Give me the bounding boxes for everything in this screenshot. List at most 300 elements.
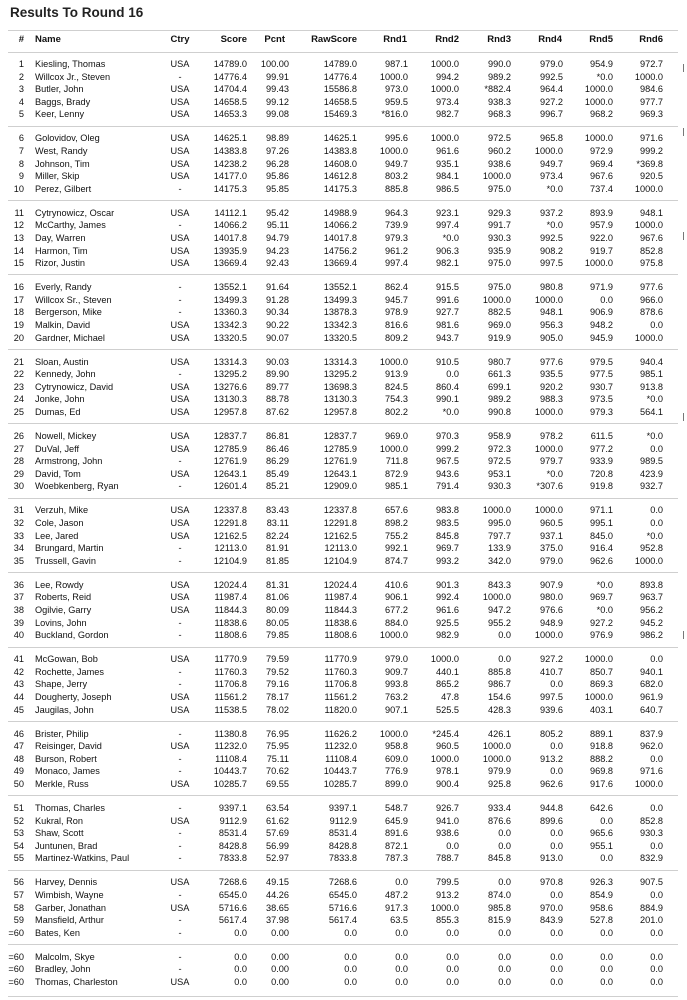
- cell-name: Wimbish, Wayne: [35, 890, 104, 900]
- cell-rank: 25: [13, 407, 24, 417]
- cell-pcnt: 37.98: [266, 915, 289, 926]
- cell-rnd4: 0.0: [550, 840, 563, 851]
- cell-rnd4: 0.0: [550, 927, 563, 938]
- cell-rnd5: 845.0: [590, 530, 613, 541]
- cell-rnd3: 0.0: [498, 927, 511, 938]
- cell-rank: 52: [13, 815, 24, 826]
- cell-name: Burson, Robert: [35, 753, 97, 764]
- table-row: [0, 740, 687, 752]
- cell-rnd5: 945.9: [590, 332, 613, 343]
- cell-pcnt: 95.42: [266, 207, 289, 218]
- cell-rnd2: 991.6: [436, 294, 459, 305]
- cell-score: 12957.8: [213, 407, 247, 417]
- cell-name: Dumas, Ed: [35, 407, 81, 417]
- cell-rawscore: 7268.6: [328, 877, 357, 888]
- cell-rnd6: 920.5: [640, 171, 663, 182]
- cell-rnd5: 967.6: [590, 171, 613, 182]
- cell-rnd1: 872.9: [385, 468, 408, 479]
- cell-pcnt: 91.28: [266, 294, 289, 305]
- cell-rnd1: 645.9: [385, 815, 408, 826]
- cell-rank: 13: [13, 233, 24, 243]
- cell-rank: 44: [13, 692, 24, 702]
- cell-rawscore: 0.0: [344, 964, 357, 975]
- cell-rnd6: 884.9: [640, 902, 663, 913]
- cell-rank: 1: [18, 59, 24, 69]
- cell-rnd2: 788.7: [436, 853, 459, 864]
- table-row: [0, 468, 687, 480]
- cell-ctry: -: [178, 294, 182, 305]
- cell-pcnt: 61.62: [266, 815, 289, 826]
- cell-rnd5: 979.5: [590, 356, 613, 367]
- cell-rnd4: 962.6: [540, 779, 563, 789]
- cell-rnd3: 979.9: [488, 766, 511, 777]
- cell-rnd3: 426.1: [488, 728, 511, 739]
- cell-pcnt: 91.64: [266, 282, 289, 293]
- cell-ctry: USA: [170, 902, 190, 913]
- cell-pcnt: 56.99: [266, 840, 289, 851]
- cell-rnd6: *0.0: [646, 530, 663, 541]
- cell-rnd2: 961.6: [436, 146, 459, 156]
- cell-rank: 2: [18, 71, 24, 82]
- cell-rank: 46: [13, 728, 24, 739]
- cell-pcnt: 100.00: [260, 59, 289, 69]
- cell-rawscore: 11987.4: [324, 592, 357, 603]
- cell-rnd1: 917.3: [385, 902, 408, 913]
- cell-rnd1: 816.6: [385, 320, 408, 330]
- cell-name: Jaugilas, John: [35, 704, 94, 715]
- cell-pcnt: 70.62: [266, 766, 289, 777]
- cell-name: West, Randy: [35, 146, 88, 156]
- table-row: [0, 728, 687, 740]
- cell-ctry: -: [178, 840, 182, 851]
- cell-rnd5: 0.0: [600, 977, 613, 987]
- header-rnd3: Rnd3: [487, 34, 511, 45]
- cell-rnd5: 403.1: [590, 704, 613, 715]
- cell-rnd6: 975.8: [640, 258, 663, 269]
- cell-rank: 20: [13, 332, 24, 343]
- cell-rnd3: 985.8: [488, 902, 511, 913]
- table-row: [0, 555, 687, 567]
- cell-pcnt: 49.15: [266, 877, 289, 888]
- cell-rnd2: 0.0: [446, 840, 459, 851]
- cell-rawscore: 13130.3: [323, 394, 357, 405]
- cell-ctry: -: [178, 456, 182, 467]
- cell-rnd5: 850.7: [590, 666, 613, 677]
- cell-rank: 39: [13, 617, 24, 628]
- cell-rnd2: 938.6: [436, 828, 459, 839]
- cell-ctry: USA: [170, 233, 190, 243]
- table-row: [0, 232, 687, 244]
- cell-rnd4: 1000.0: [534, 505, 563, 516]
- cell-rnd2: 799.5: [436, 877, 459, 888]
- cell-rnd1: 945.7: [385, 294, 408, 305]
- cell-rnd2: 1000.0: [430, 902, 459, 913]
- cell-rnd3: 1000.0: [482, 294, 511, 305]
- cell-rnd5: 962.6: [590, 555, 613, 566]
- cell-rnd4: 913.2: [540, 753, 563, 764]
- cell-score: 7268.6: [218, 877, 247, 888]
- header-rnd2: Rnd2: [435, 34, 459, 45]
- cell-name: Buckland, Gordon: [35, 630, 109, 641]
- cell-rnd1: 985.1: [385, 481, 408, 492]
- cell-pcnt: 0.00: [271, 964, 289, 975]
- cell-name: Johnson, Tim: [35, 158, 90, 169]
- cell-rnd4: 0.0: [550, 679, 563, 690]
- cell-rnd5: 1000.0: [584, 692, 613, 702]
- cell-rnd4: 0.0: [550, 741, 563, 752]
- cell-score: 5617.4: [218, 915, 247, 926]
- cell-name: Perez, Gilbert: [35, 183, 92, 194]
- cell-score: 8531.4: [218, 828, 247, 839]
- cell-rank: 50: [13, 779, 24, 789]
- cell-ctry: -: [178, 617, 182, 628]
- cell-ctry: -: [178, 915, 182, 926]
- table-row: [0, 480, 687, 492]
- cell-rnd1: 964.3: [385, 207, 408, 218]
- cell-rank: 54: [13, 840, 24, 851]
- table-row: [0, 332, 687, 344]
- cell-name: Verzuh, Mike: [35, 505, 89, 516]
- cell-rank: 56: [13, 877, 24, 888]
- cell-rawscore: 11626.2: [324, 728, 357, 739]
- cell-rnd3: 0.0: [498, 964, 511, 975]
- cell-rnd2: 961.6: [436, 605, 459, 615]
- cell-rnd4: 964.4: [540, 84, 563, 95]
- cell-score: 14112.1: [214, 207, 247, 218]
- cell-rank: 36: [13, 579, 24, 590]
- cell-pcnt: 86.81: [266, 431, 289, 441]
- cell-rank: 8: [18, 158, 24, 169]
- cell-rank: 21: [13, 356, 24, 367]
- cell-rnd3: 885.8: [488, 666, 511, 677]
- cell-rnd3: 989.2: [488, 394, 511, 405]
- cell-rawscore: 11844.3: [324, 605, 357, 615]
- cell-name: Malcolm, Skye: [35, 951, 95, 962]
- table-row: [0, 71, 687, 83]
- cell-rank: 6: [18, 133, 24, 144]
- cell-rnd6: 0.0: [650, 518, 663, 528]
- table-row: [0, 96, 687, 108]
- cell-name: Bergerson, Mike: [35, 307, 102, 318]
- cell-ctry: -: [178, 307, 182, 318]
- cell-rnd1: 979.0: [385, 654, 408, 665]
- cell-rank: 9: [18, 171, 24, 182]
- cell-name: Thomas, Charleston: [35, 977, 118, 987]
- cell-rawscore: 13698.3: [323, 381, 357, 392]
- cell-score: 13342.3: [213, 320, 247, 330]
- cell-score: 13130.3: [213, 394, 247, 405]
- cell-rawscore: 14658.5: [323, 96, 357, 107]
- group-divider: [8, 996, 678, 997]
- header-score: Score: [220, 34, 247, 45]
- cell-rawscore: 9397.1: [328, 803, 357, 813]
- cell-score: 10285.7: [213, 779, 247, 789]
- cell-name: Ogilvie, Garry: [35, 605, 92, 615]
- cell-rank: 22: [13, 369, 24, 380]
- cell-rnd1: 1000.0: [379, 146, 408, 156]
- cell-rnd2: 999.2: [436, 443, 459, 454]
- group-divider: [8, 200, 678, 201]
- cell-rnd6: 966.0: [640, 294, 663, 305]
- cell-rnd3: 989.2: [488, 71, 511, 82]
- cell-pcnt: 90.34: [266, 307, 289, 318]
- cell-rnd4: 980.8: [540, 282, 563, 293]
- cell-rank: 59: [13, 915, 24, 926]
- cell-rnd2: 910.5: [436, 356, 459, 367]
- cell-ctry: -: [178, 71, 182, 82]
- cell-rnd6: 967.6: [640, 233, 663, 243]
- cell-name: Dougherty, Joseph: [35, 692, 112, 702]
- cell-rawscore: 15586.8: [323, 84, 357, 95]
- cell-rawscore: 11808.6: [324, 630, 357, 641]
- cell-rnd1: 803.2: [385, 171, 408, 182]
- cell-rank: 23: [13, 381, 24, 392]
- cell-rnd5: 973.5: [590, 394, 613, 405]
- cell-rnd3: 797.7: [488, 530, 511, 541]
- cell-score: 13935.9: [213, 245, 247, 256]
- cell-rawscore: 14383.8: [323, 146, 357, 156]
- cell-name: David, Tom: [35, 468, 81, 479]
- cell-rnd3: 975.0: [488, 258, 511, 269]
- cell-rnd3: 929.3: [488, 207, 511, 218]
- cell-rnd4: *0.0: [546, 220, 563, 231]
- cell-rnd1: 913.9: [385, 369, 408, 380]
- cell-rnd2: 923.1: [436, 207, 459, 218]
- cell-rnd4: 977.6: [540, 356, 563, 367]
- cell-ctry: -: [178, 555, 182, 566]
- group-divider: [8, 870, 678, 871]
- cell-rawscore: 7833.8: [328, 853, 357, 864]
- cell-rnd5: 977.2: [590, 443, 613, 454]
- cell-rnd6: 640.7: [640, 704, 663, 715]
- cell-pcnt: 81.31: [266, 579, 289, 590]
- cell-rank: 43: [13, 679, 24, 690]
- cell-ctry: USA: [170, 133, 190, 144]
- cell-rnd2: 969.7: [436, 543, 459, 554]
- cell-name: DuVal, Jeff: [35, 443, 80, 454]
- table-row: [0, 902, 687, 914]
- cell-rnd5: 737.4: [590, 183, 613, 194]
- cell-score: 12291.8: [213, 518, 247, 528]
- cell-ctry: -: [178, 853, 182, 864]
- cell-score: 13295.2: [213, 369, 247, 380]
- cell-rank: 11: [14, 207, 24, 218]
- cell-rnd4: 996.7: [540, 109, 563, 120]
- cell-score: 13360.3: [213, 307, 247, 318]
- cell-score: 14789.0: [213, 59, 247, 69]
- cell-rnd5: *0.0: [596, 605, 613, 615]
- cell-rnd1: 978.9: [385, 307, 408, 318]
- cell-pcnt: 75.11: [266, 753, 289, 764]
- cell-rnd5: 971.9: [590, 282, 613, 293]
- cell-pcnt: 90.22: [266, 320, 289, 330]
- cell-rnd6: 1000.0: [634, 220, 663, 231]
- cell-name: Thomas, Charles: [35, 803, 105, 813]
- cell-rnd1: 0.0: [395, 977, 408, 987]
- cell-rnd1: 487.2: [385, 890, 408, 900]
- cell-rawscore: 11561.2: [324, 692, 357, 702]
- cell-ctry: USA: [170, 692, 190, 702]
- cell-pcnt: 0.00: [271, 951, 289, 962]
- cell-rnd6: 962.0: [640, 741, 663, 752]
- cell-rnd5: *0.0: [596, 579, 613, 590]
- cell-pcnt: 88.78: [266, 394, 289, 405]
- cell-rnd6: 948.1: [640, 207, 663, 218]
- cell-pcnt: 95.85: [266, 183, 289, 194]
- cell-rnd4: 956.3: [540, 320, 563, 330]
- cell-rank: 38: [13, 605, 24, 615]
- cell-name: Cole, Jason: [35, 518, 84, 528]
- cell-score: 10443.7: [213, 766, 247, 777]
- cell-rnd3: 958.9: [488, 431, 511, 441]
- cell-name: Roberts, Reid: [35, 592, 92, 603]
- cell-pcnt: 94.79: [266, 233, 289, 243]
- cell-score: 13669.4: [213, 258, 247, 269]
- cell-rnd6: 913.8: [640, 381, 663, 392]
- cell-ctry: USA: [170, 815, 190, 826]
- group-divider: [8, 126, 678, 127]
- cell-rnd5: 0.0: [600, 927, 613, 938]
- cell-ctry: -: [178, 927, 182, 938]
- cell-rnd1: 995.6: [385, 133, 408, 144]
- cell-rnd2: 440.1: [436, 666, 459, 677]
- cell-score: 11808.6: [214, 630, 247, 641]
- cell-rnd6: 564.1: [640, 407, 663, 417]
- cell-rnd2: 925.5: [436, 617, 459, 628]
- cell-name: Monaco, James: [35, 766, 100, 777]
- cell-rnd6: 971.6: [640, 133, 663, 144]
- cell-pcnt: 99.91: [266, 71, 289, 82]
- cell-rnd6: 0.0: [650, 505, 663, 516]
- cell-score: 12785.9: [213, 443, 247, 454]
- cell-rnd5: 919.8: [590, 481, 613, 492]
- cell-name: Shape, Jerry: [35, 679, 88, 690]
- cell-rank: 41: [13, 654, 24, 665]
- cell-rnd3: 0.0: [498, 828, 511, 839]
- cell-rnd3: 925.8: [488, 779, 511, 789]
- table-row: [0, 281, 687, 293]
- table-row: [0, 765, 687, 777]
- cell-ctry: -: [178, 543, 182, 554]
- cell-pcnt: 97.26: [266, 146, 289, 156]
- cell-pcnt: 57.69: [266, 828, 289, 839]
- cell-rnd2: *0.0: [442, 407, 459, 417]
- table-row: [0, 368, 687, 380]
- cell-rnd3: 972.3: [488, 443, 511, 454]
- cell-ctry: USA: [170, 96, 190, 107]
- cell-rnd1: *816.0: [381, 109, 408, 120]
- page-title: Results To Round 16: [10, 5, 144, 20]
- table-row: [0, 914, 687, 926]
- cell-score: 11108.4: [215, 753, 247, 764]
- table-row: [0, 976, 687, 988]
- cell-rank: 10: [13, 183, 24, 194]
- cell-rnd2: 943.6: [436, 468, 459, 479]
- cell-rnd2: 943.7: [436, 332, 459, 343]
- cell-rnd4: 920.2: [540, 381, 563, 392]
- scroll-edge-mark: [683, 64, 684, 72]
- cell-rank: =60: [8, 964, 24, 975]
- cell-rnd3: 972.5: [488, 133, 511, 144]
- cell-rnd5: 0.0: [600, 853, 613, 864]
- cell-rnd4: 978.2: [540, 431, 563, 441]
- table-row: [0, 219, 687, 231]
- cell-rnd2: 993.2: [436, 555, 459, 566]
- cell-rank: 29: [13, 468, 24, 479]
- cell-rnd5: 611.5: [590, 431, 613, 441]
- cell-rnd6: 201.0: [640, 915, 663, 926]
- cell-score: 11987.4: [214, 592, 247, 603]
- cell-rnd2: 935.1: [436, 158, 459, 169]
- cell-rnd4: 937.1: [540, 530, 563, 541]
- cell-rnd4: 0.0: [550, 890, 563, 900]
- cell-rnd3: 0.0: [498, 840, 511, 851]
- cell-rank: 49: [13, 766, 24, 777]
- cell-rawscore: 13314.3: [323, 356, 357, 367]
- cell-rnd1: 899.0: [385, 779, 408, 789]
- cell-ctry: -: [178, 630, 182, 641]
- cell-rawscore: 13342.3: [323, 320, 357, 330]
- cell-rnd6: 1000.0: [634, 555, 663, 566]
- cell-score: 14238.2: [213, 158, 247, 169]
- header-name: Name: [35, 34, 61, 45]
- cell-rnd6: 0.0: [650, 840, 663, 851]
- cell-rnd5: 969.7: [590, 592, 613, 603]
- cell-name: Willcox Jr., Steven: [35, 71, 111, 82]
- cell-rawscore: 0.0: [344, 927, 357, 938]
- cell-rnd2: 973.4: [436, 96, 459, 107]
- cell-rnd5: 926.3: [590, 877, 613, 888]
- cell-rnd6: 986.2: [640, 630, 663, 641]
- cell-rnd2: 992.4: [436, 592, 459, 603]
- cell-rnd5: 1000.0: [584, 96, 613, 107]
- cell-score: 9397.1: [218, 803, 247, 813]
- table-row: [0, 753, 687, 765]
- cell-rnd6: 878.6: [640, 307, 663, 318]
- cell-rnd5: 918.8: [590, 741, 613, 752]
- cell-rnd6: 969.3: [640, 109, 663, 120]
- cell-rawscore: 5617.4: [328, 915, 357, 926]
- cell-rawscore: 14988.9: [323, 207, 357, 218]
- cell-rnd6: 956.2: [640, 605, 663, 615]
- cell-rnd6: 423.9: [640, 468, 663, 479]
- cell-rnd4: 410.7: [540, 666, 563, 677]
- cell-rnd4: 905.0: [540, 332, 563, 343]
- cell-pcnt: 81.06: [266, 592, 289, 603]
- cell-pcnt: 44.26: [266, 890, 289, 900]
- cell-score: 13276.6: [213, 381, 247, 392]
- cell-ctry: -: [178, 220, 182, 231]
- cell-score: 7833.8: [218, 853, 247, 864]
- cell-rnd2: 1000.0: [430, 654, 459, 665]
- cell-rnd4: 937.2: [540, 207, 563, 218]
- table-row: [0, 579, 687, 591]
- cell-rnd6: 837.9: [640, 728, 663, 739]
- cell-rank: 33: [13, 530, 24, 541]
- cell-name: Trussell, Gavin: [35, 555, 96, 566]
- cell-rnd3: 947.2: [488, 605, 511, 615]
- cell-pcnt: 98.89: [266, 133, 289, 144]
- cell-rnd6: 930.3: [640, 828, 663, 839]
- cell-rnd1: 754.3: [385, 394, 408, 405]
- table-row: [0, 108, 687, 120]
- cell-rnd4: 908.2: [540, 245, 563, 256]
- cell-rnd3: 1000.0: [482, 592, 511, 603]
- cell-rnd3: *882.4: [484, 84, 511, 95]
- cell-rawscore: 13669.4: [323, 258, 357, 269]
- cell-ctry: USA: [170, 381, 190, 392]
- group-divider: [8, 795, 678, 796]
